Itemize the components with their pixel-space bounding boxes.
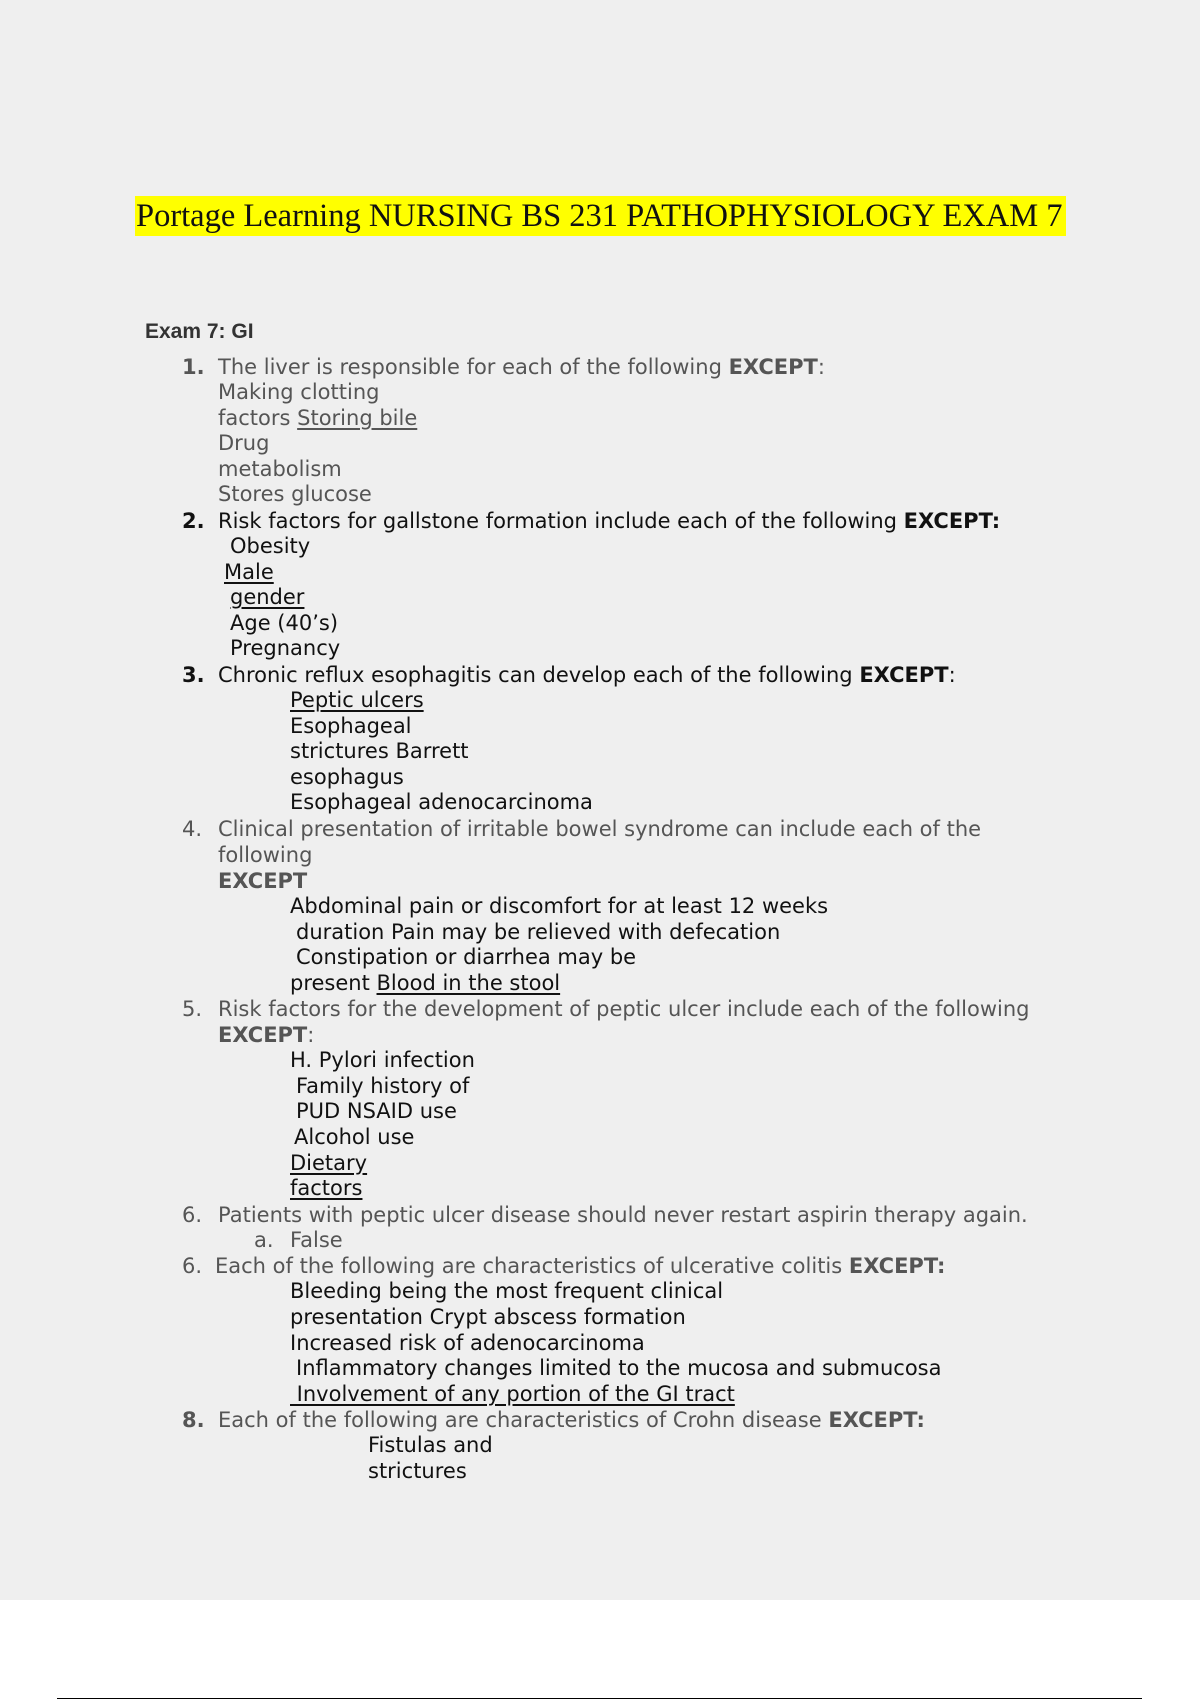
answer-option: Obesity	[230, 533, 311, 558]
answer-option: Bleeding being the most frequent clinical	[290, 1279, 724, 1304]
answer-option: Drug	[218, 431, 270, 456]
answer-options	[218, 1048, 1200, 1202]
question-3	[0, 662, 1200, 816]
answer-option: Age (40’s)	[230, 610, 339, 635]
answer-options	[218, 688, 1200, 816]
correct-answer: gender	[230, 585, 305, 610]
answer-options	[218, 380, 1200, 508]
question-2	[0, 508, 1200, 662]
answer-option: Alcohol use	[294, 1125, 415, 1150]
answer-options	[218, 1228, 1200, 1254]
question-number: 6.	[182, 1254, 203, 1279]
answer-option: Constipation or diarrhea may be	[296, 945, 637, 970]
correct-answer: Blood in the stool	[376, 970, 561, 995]
answer-option: Esophageal adenocarcinoma	[290, 790, 593, 815]
answer-option: Esophageal	[290, 713, 412, 738]
question-text: Chronic reflux esophagitis can develop each of the following EXCEPT:	[218, 662, 956, 687]
answer-option: H. Pylori infection	[290, 1048, 475, 1073]
answer-options	[218, 1433, 1200, 1484]
question-text: Each of the following are characteristics of ulcerative colitis EXCEPT:	[215, 1254, 946, 1279]
answer-letter: a.	[254, 1227, 274, 1252]
answer-option	[218, 1228, 1200, 1254]
question-number: 1.	[182, 355, 205, 379]
answer-option: Family history of	[296, 1073, 470, 1098]
answer-option: duration Pain may be relieved with defecation	[296, 919, 781, 944]
question-6	[0, 1202, 1200, 1254]
question-text: Each of the following are characteristics of Crohn disease EXCEPT:	[218, 1408, 925, 1433]
answer-option: factors Storing bile	[218, 405, 418, 430]
answer-option: present Blood in the stool	[290, 970, 561, 995]
question-number: 8.	[182, 1408, 205, 1433]
correct-answer: Male	[224, 559, 274, 584]
answer-option: Making clotting	[218, 380, 380, 404]
answer-value: False	[290, 1227, 343, 1252]
question-number: 6.	[182, 1202, 203, 1227]
correct-answer: Involvement of any portion of the GI tract	[290, 1381, 735, 1406]
correct-answer: Peptic ulcers	[290, 687, 424, 712]
question-text: Risk factors for gallstone formation include each of the following EXCEPT:	[218, 508, 1001, 533]
answer-options	[218, 894, 1200, 996]
answer-option: Pregnancy	[230, 636, 341, 661]
question-1	[0, 354, 1200, 508]
answer-option: Fistulas and	[368, 1433, 493, 1458]
question-5	[0, 996, 1200, 1202]
question-8	[0, 1407, 1200, 1484]
answer-option: strictures	[368, 1459, 467, 1483]
question-text: Risk factors for the development of peptic ulcer include each of the following EXCEPT:	[218, 997, 1030, 1048]
answer-option: Abdominal pain or discomfort for at least 12 weeks	[290, 893, 829, 918]
question-text: Clinical presentation of irritable bowel syndrome can include each of the following EXCEPT	[218, 816, 982, 893]
correct-answer: factors	[290, 1176, 363, 1201]
correct-answer: Storing bile	[297, 405, 418, 430]
answer-option: PUD NSAID use	[296, 1099, 457, 1124]
question-list	[0, 354, 1200, 1485]
question-number: 2.	[182, 508, 205, 533]
document-title: Portage Learning NURSING BS 231 PATHOPHYSIOLOGY EXAM 7	[135, 196, 1066, 236]
answer-option: presentation Crypt abscess formation	[290, 1305, 686, 1330]
question-text: Patients with peptic ulcer disease should never restart aspirin therapy again.	[218, 1202, 1028, 1227]
footer-rule	[57, 1698, 1142, 1699]
exam-section-label: Exam 7: GI	[145, 320, 254, 343]
answer-option: esophagus	[290, 764, 404, 789]
question-6-ulcerative-colitis	[0, 1253, 1200, 1407]
answer-options	[218, 534, 1200, 662]
answer-option: metabolism	[218, 456, 342, 481]
answer-option: strictures Barrett	[290, 739, 469, 764]
answer-option: Inflammatory changes limited to the mucosa and submucosa	[296, 1356, 942, 1381]
answer-option: Increased risk of adenocarcinoma	[290, 1330, 645, 1355]
question-text: The liver is responsible for each of the following EXCEPT:	[218, 355, 825, 379]
question-number: 4.	[182, 816, 203, 841]
question-number: 5.	[182, 997, 203, 1022]
answer-options	[215, 1279, 1200, 1407]
question-4	[0, 816, 1200, 996]
correct-answer: Dietary	[290, 1150, 368, 1175]
question-number: 3.	[182, 662, 205, 687]
answer-option: Stores glucose	[218, 482, 372, 507]
